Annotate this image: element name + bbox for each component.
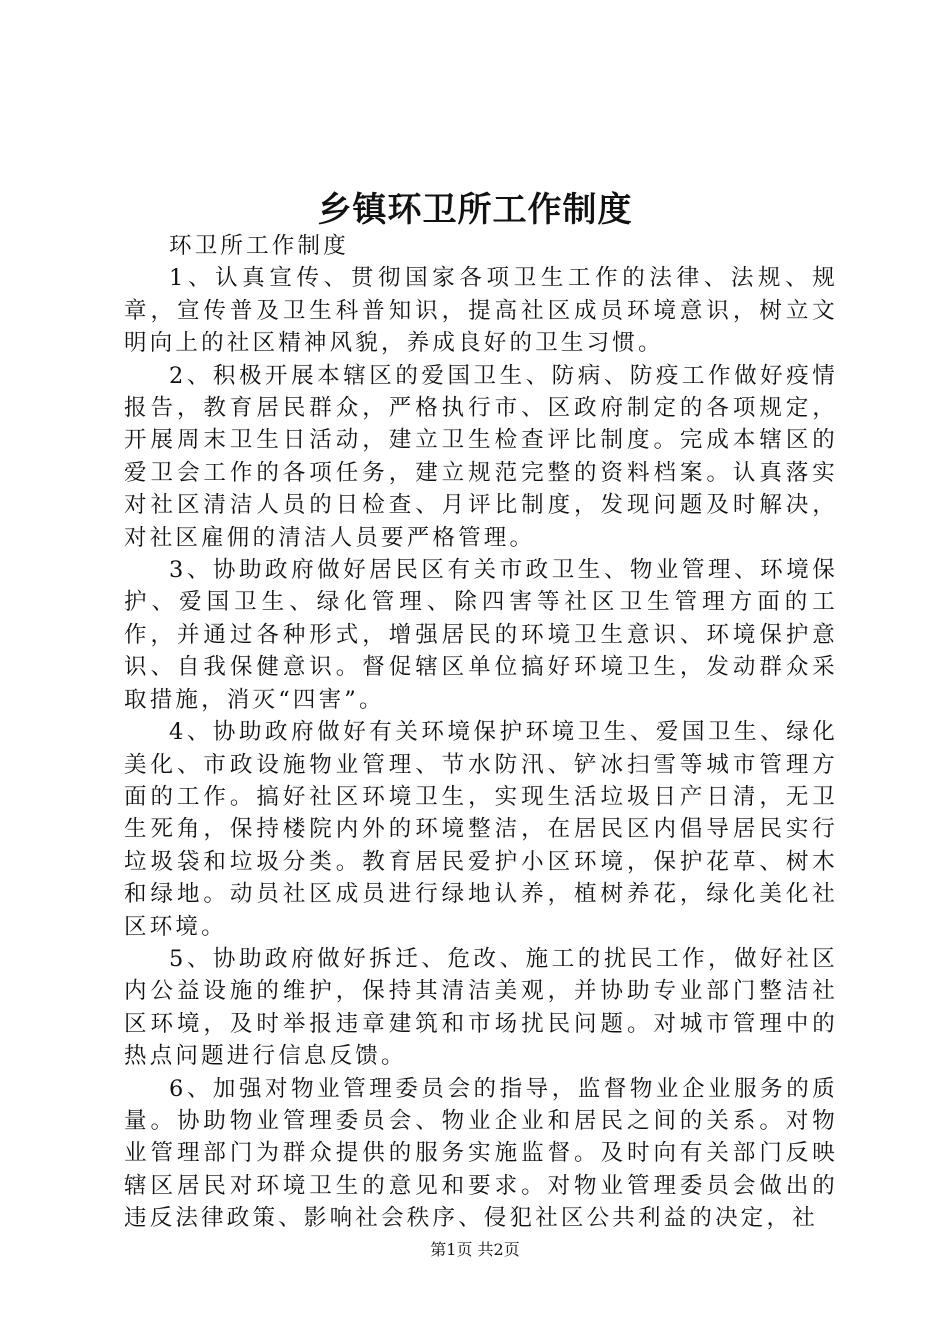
paragraph-6: 6、加强对物业管理委员会的指导，监督物业企业服务的质量。协助物业管理委员会、物业企业和居民之间的关系。对物业管理部门为群众提供的服务实施监督。及时向有关部门反映辖区居民对环境卫生的意见和要求。对物业管理委员会做出的违反法律政策、影响社会秩序、侵犯社区公共利益的决定，社	[124, 1075, 838, 1232]
document-body	[124, 230, 838, 1235]
paragraph-4: 4、协助政府做好有关环境保护环境卫生、爱国卫生、绿化美化、市政设施物业管理、节水防汛、铲冰扫雪等城市管理方面的工作。搞好社区环境卫生，实现生活垃圾日产日清，无卫生死角，保持楼院内外的环境整洁，在居民区内倡导居民实行垃圾袋和垃圾分类。教育居民爱护小区环境，保护花草、树木和绿地。动员社区成员进行绿地认养，植树养花，绿化美化社区环境。	[124, 719, 838, 940]
paragraph-2: 2、积极开展本辖区的爱国卫生、防病、防疫工作做好疫情报告，教育居民群众，严格执行市、区政府制定的各项规定，开展周末卫生日活动，建立卫生检查评比制度。完成本辖区的爱卫会工作的各项任务，建立规范完整的资料档案。认真落实对社区清洁人员的日检查、月评比制度，发现问题及时解决，对社区雇佣的清洁人员要严格管理。	[124, 362, 838, 551]
document-title: 乡镇环卫所工作制度	[317, 190, 633, 230]
document-subtitle: 环卫所工作制度	[169, 233, 349, 259]
paragraph-3: 3、协助政府做好居民区有关市政卫生、物业管理、环境保护、爱国卫生、绿化管理、除四害等社区卫生管理方面的工作，并通过各种形式，增强居民的环境卫生意识、环境保护意识、自我保健意识。督促辖区单位搞好环境卫生，发动群众采取措施，消灭“四害”。	[124, 557, 838, 713]
paragraph-5: 5、协助政府做好拆迁、危改、施工的扰民工作，做好社区内公益设施的维护，保持其清洁美观，并协助专业部门整洁社区环境，及时举报违章建筑和市场扰民问题。对城市管理中的热点问题进行信息反馈。	[124, 945, 838, 1070]
page-number-footer: 第1页 共2页	[430, 1240, 520, 1259]
paragraph-1: 1、认真宣传、贯彻国家各项卫生工作的法律、法规、规章，宣传普及卫生科普知识，提高社区成员环境意识，树立文明向上的社区精神风貌，养成良好的卫生习惯。	[124, 265, 838, 357]
